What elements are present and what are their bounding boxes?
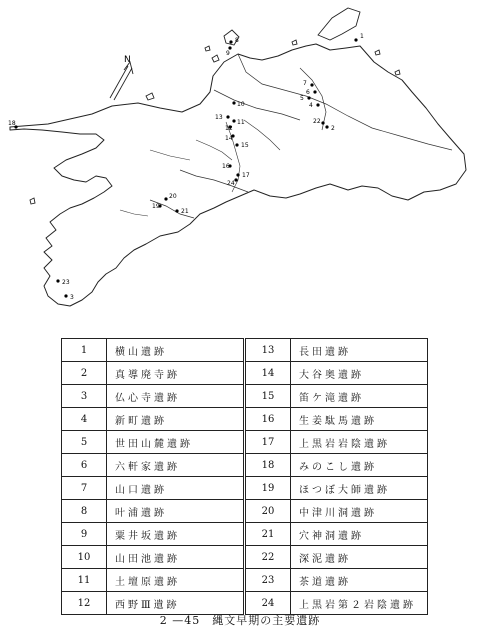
site-dot — [310, 83, 313, 86]
site-number-label: 24 — [227, 180, 235, 187]
site-number-label: 10 — [237, 101, 245, 108]
site-number-label: 7 — [303, 80, 307, 87]
site-number-label: 14 — [225, 135, 233, 142]
site-number-label: 13 — [215, 114, 223, 121]
site-number-label: 2 — [331, 125, 335, 132]
site-number: 8 — [62, 500, 107, 523]
site-dot — [226, 115, 229, 118]
site-dot — [164, 197, 167, 200]
table-row — [62, 569, 428, 592]
site-name: 世田山麓遺跡 — [107, 431, 245, 454]
site-name: 茶道遺跡 — [291, 569, 428, 592]
site-number-label: 18 — [8, 120, 16, 127]
table-row — [62, 362, 428, 385]
site-name: 真導廃寺跡 — [107, 362, 245, 385]
table-row — [62, 546, 428, 569]
site-number: 17 — [245, 431, 291, 454]
sites-table-body — [62, 339, 428, 615]
site-name: 上黒岩第２岩陰遺跡 — [291, 592, 428, 615]
island-small-3 — [292, 40, 297, 45]
site-number: 10 — [62, 546, 107, 569]
site-name: 六軒家遺跡 — [107, 454, 245, 477]
site-number-label: 16 — [222, 163, 230, 170]
site-number: 19 — [245, 477, 291, 500]
north-label: N — [124, 55, 131, 65]
site-number-label: 15 — [241, 142, 249, 149]
island-small-4 — [375, 50, 380, 55]
site-dot — [316, 103, 319, 106]
site-number: 7 — [62, 477, 107, 500]
table-row — [62, 385, 428, 408]
site-number: 16 — [245, 408, 291, 431]
site-dot — [321, 121, 324, 124]
site-name: ほつぼ大師遺跡 — [291, 477, 428, 500]
site-dot — [234, 178, 237, 181]
site-number-label: 3 — [70, 294, 74, 301]
site-number: 4 — [62, 408, 107, 431]
site-name: 穴神洞遺跡 — [291, 523, 428, 546]
table-row — [62, 431, 428, 454]
island-small-1 — [212, 55, 219, 62]
figure-caption: 2 —45 縄文早期の主要遺跡 — [159, 614, 321, 627]
table-row — [62, 339, 428, 362]
site-number-label: 22 — [313, 118, 321, 125]
site-name: 長田遺跡 — [291, 339, 428, 362]
site-dot — [56, 279, 59, 282]
site-number: 22 — [245, 546, 291, 569]
site-number: 6 — [62, 454, 107, 477]
site-name: 笛ケ滝遺跡 — [291, 385, 428, 408]
site-dot — [64, 294, 67, 297]
site-dot — [232, 119, 235, 122]
site-number-label: 6 — [306, 89, 310, 96]
site-name: 粟井坂遺跡 — [107, 523, 245, 546]
site-number: 13 — [245, 339, 291, 362]
site-dot — [354, 38, 357, 41]
site-name: 土壇原遺跡 — [107, 569, 245, 592]
island-small-5 — [395, 70, 400, 75]
site-name: 生姜駄馬遺跡 — [291, 408, 428, 431]
site-dot — [229, 40, 232, 43]
site-number-label: 11 — [237, 119, 245, 126]
site-number-label: 23 — [62, 279, 70, 286]
site-number: 2 — [62, 362, 107, 385]
site-name: 新町遺跡 — [107, 408, 245, 431]
site-name: 深泥遺跡 — [291, 546, 428, 569]
table-row — [62, 477, 428, 500]
site-number: 21 — [245, 523, 291, 546]
island-small-2 — [205, 46, 210, 51]
site-name: 横山遺跡 — [107, 339, 245, 362]
site-number-label: 5 — [300, 95, 304, 102]
site-number-label: 4 — [309, 102, 313, 109]
table-row — [62, 454, 428, 477]
site-name: 大谷奥遺跡 — [291, 362, 428, 385]
site-dot — [325, 125, 328, 128]
site-dot — [235, 143, 238, 146]
site-number: 15 — [245, 385, 291, 408]
site-number-label: 9 — [226, 50, 230, 57]
site-number-label: 19 — [152, 203, 160, 210]
site-name: 叶浦遺跡 — [107, 500, 245, 523]
site-name: みのこし遺跡 — [291, 454, 428, 477]
site-dot — [232, 101, 235, 104]
north-arrow-icon — [110, 55, 133, 100]
island-small-6 — [146, 93, 154, 100]
site-number: 14 — [245, 362, 291, 385]
sites-table — [61, 338, 428, 615]
site-number-label: 8 — [235, 37, 239, 44]
site-number: 18 — [245, 454, 291, 477]
site-name: 上黒岩岩陰遺跡 — [291, 431, 428, 454]
table-row — [62, 523, 428, 546]
island-top-right — [318, 8, 360, 40]
site-number-label: 17 — [242, 172, 250, 179]
site-dot — [175, 209, 178, 212]
site-number: 12 — [62, 592, 107, 615]
site-number: 5 — [62, 431, 107, 454]
site-number-label: 21 — [181, 208, 189, 215]
site-name: 中津川洞遺跡 — [291, 500, 428, 523]
site-number: 1 — [62, 339, 107, 362]
table-row — [62, 500, 428, 523]
site-number-label: 12 — [225, 125, 233, 132]
site-dot — [236, 173, 239, 176]
island-small-7 — [30, 198, 35, 204]
site-dot — [313, 90, 316, 93]
site-name: 山口遺跡 — [107, 477, 245, 500]
site-number-label: 20 — [169, 193, 177, 200]
site-name: 西野Ⅲ遺跡 — [107, 592, 245, 615]
site-number: 23 — [245, 569, 291, 592]
site-name: 山田池遺跡 — [107, 546, 245, 569]
site-number: 20 — [245, 500, 291, 523]
site-number-label: 1 — [360, 33, 364, 40]
site-number: 11 — [62, 569, 107, 592]
table-row — [62, 408, 428, 431]
site-name: 仏心寺遺跡 — [107, 385, 245, 408]
site-number: 9 — [62, 523, 107, 546]
site-dot — [307, 96, 310, 99]
site-number: 3 — [62, 385, 107, 408]
site-number: 24 — [245, 592, 291, 615]
